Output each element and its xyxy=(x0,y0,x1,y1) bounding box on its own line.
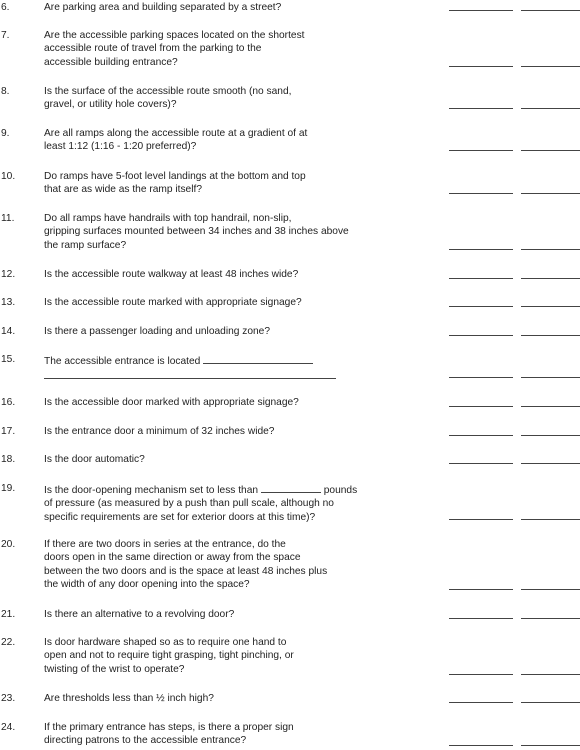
question-line: the ramp surface? xyxy=(44,239,127,251)
question-line: Is door hardware shaped so as to require one hand to xyxy=(44,637,287,648)
item-number: 19. xyxy=(1,483,16,494)
question-text xyxy=(44,85,414,112)
question-text xyxy=(44,296,414,309)
answer-blank-left[interactable] xyxy=(449,463,513,464)
item-number: 10. xyxy=(1,171,16,182)
question-line: doors open in the same direction or away from the space xyxy=(44,552,301,564)
answer-blank-left[interactable] xyxy=(449,193,513,194)
question-line: Is the door automatic? xyxy=(44,454,145,465)
item-number: 24. xyxy=(1,722,16,733)
item-number: 17. xyxy=(1,426,16,437)
question-line: specific requirements are set for exterior doors at this time)? xyxy=(44,511,316,523)
question-line: accessible route of travel from the parking to the xyxy=(44,43,262,55)
item-number: 9. xyxy=(1,128,10,139)
question-text xyxy=(44,425,414,438)
answer-blanks-13 xyxy=(449,306,580,308)
answer-blank-left[interactable] xyxy=(449,702,513,703)
question-line: Are thresholds less than ½ inch high? xyxy=(44,693,214,704)
question-line: Is there an alternative to a revolving door? xyxy=(44,609,235,620)
question-line: open and not to require tight grasping, tight pinching, or xyxy=(44,650,294,662)
item-number: 14. xyxy=(1,326,16,337)
answer-blank-left[interactable] xyxy=(449,618,513,619)
answer-blank-right[interactable] xyxy=(521,463,580,464)
question-text xyxy=(44,721,414,748)
question-text xyxy=(44,538,414,592)
answer-blank-left[interactable] xyxy=(449,10,513,11)
question-line: Is the entrance door a minimum of 32 inches wide? xyxy=(44,426,275,437)
question-line: Is the accessible route marked with appropriate signage? xyxy=(44,297,302,308)
question-text xyxy=(44,212,414,252)
item-number: 15. xyxy=(1,354,16,365)
question-line: directing patrons to the accessible entrance? xyxy=(44,735,247,747)
item-number: 22. xyxy=(1,637,16,648)
item-number: 21. xyxy=(1,609,16,620)
answer-blanks-23 xyxy=(449,702,580,704)
answer-blank-right[interactable] xyxy=(521,278,580,279)
question-line: that are as wide as the ramp itself? xyxy=(44,184,202,196)
question-text xyxy=(44,608,414,621)
answer-blank-right[interactable] xyxy=(521,150,580,151)
question-line-text: Is the door-opening mechanism set to less than xyxy=(44,485,259,496)
question-line: between the two doors and is the space at least 48 inches plus xyxy=(44,565,328,577)
answer-blank-right[interactable] xyxy=(521,674,580,675)
location-blank[interactable] xyxy=(203,353,313,364)
item-number: 11. xyxy=(1,213,15,224)
answer-blank-right[interactable] xyxy=(521,249,580,250)
item-number: 7. xyxy=(1,30,10,41)
question-line: Is the surface of the accessible route smooth (no sand, xyxy=(44,86,292,97)
question-text xyxy=(44,127,414,154)
answer-blank-left[interactable] xyxy=(449,435,513,436)
question-line: gripping surfaces mounted between 34 inches and 38 inches above xyxy=(44,226,349,238)
pounds-blank[interactable] xyxy=(261,482,321,493)
answer-blank-left[interactable] xyxy=(449,66,513,67)
answer-blanks-20 xyxy=(449,589,580,591)
question-text xyxy=(44,482,414,524)
answer-blank-right[interactable] xyxy=(521,10,580,11)
question-line: Are the accessible parking spaces located on the shortest xyxy=(44,30,305,41)
answer-blank-left[interactable] xyxy=(449,674,513,675)
question-line: Are parking area and building separated by a street? xyxy=(44,2,282,13)
question-line-text: The accessible entrance is located xyxy=(44,356,201,367)
answer-blank-left[interactable] xyxy=(449,150,513,151)
answer-blanks-15 xyxy=(449,377,580,379)
answer-blanks-14 xyxy=(449,335,580,337)
answer-blank-right[interactable] xyxy=(521,377,580,378)
answer-blank-right[interactable] xyxy=(521,589,580,590)
answer-blank-left[interactable] xyxy=(449,745,513,746)
question-line: Do all ramps have handrails with top handrail, non-slip, xyxy=(44,213,292,224)
question-text xyxy=(44,29,414,69)
answer-blanks-12 xyxy=(449,278,580,280)
item-number: 6. xyxy=(1,2,10,13)
answer-blanks-17 xyxy=(449,435,580,437)
question-line: Is there a passenger loading and unloading zone? xyxy=(44,326,270,337)
answer-blanks-22 xyxy=(449,674,580,676)
answer-blank-left[interactable] xyxy=(449,306,513,307)
item-number: 20. xyxy=(1,539,16,550)
answer-blank-right[interactable] xyxy=(521,519,580,520)
answer-blank-right[interactable] xyxy=(521,435,580,436)
answer-blank-right[interactable] xyxy=(521,335,580,336)
answer-blank-left[interactable] xyxy=(449,278,513,279)
question-text xyxy=(44,1,414,14)
question-line: If there are two doors in series at the entrance, do the xyxy=(44,539,286,550)
question-line xyxy=(44,482,414,497)
answer-blank-right[interactable] xyxy=(521,193,580,194)
answer-blank-right[interactable] xyxy=(521,745,580,746)
answer-blank-left[interactable] xyxy=(449,108,513,109)
answer-blanks-11 xyxy=(449,249,580,251)
answer-blanks-9 xyxy=(449,150,580,152)
item-number: 16. xyxy=(1,397,16,408)
answer-blanks-19 xyxy=(449,519,580,521)
question-line: least 1:12 (1:16 - 1:20 preferred)? xyxy=(44,141,197,153)
item-number: 23. xyxy=(1,693,16,704)
question-text xyxy=(44,353,414,384)
item-number: 12. xyxy=(1,269,16,280)
answer-blank-right[interactable] xyxy=(521,702,580,703)
item-number: 13. xyxy=(1,297,16,308)
answer-blanks-10 xyxy=(449,193,580,195)
question-line xyxy=(44,368,414,383)
question-line: the width of any door opening into the space? xyxy=(44,579,250,591)
question-text xyxy=(44,325,414,338)
question-line: Are all ramps along the accessible route at a gradient of at xyxy=(44,128,308,139)
question-line: Is the accessible door marked with appropriate signage? xyxy=(44,397,299,408)
question-line xyxy=(44,353,414,368)
question-line: Is the accessible route walkway at least 48 inches wide? xyxy=(44,269,299,280)
question-text xyxy=(44,396,414,409)
answer-blanks-16 xyxy=(449,406,580,408)
question-text xyxy=(44,636,414,676)
answer-blanks-6 xyxy=(449,10,580,12)
question-text xyxy=(44,692,414,705)
question-line: If the primary entrance has steps, is there a proper sign xyxy=(44,722,294,733)
answer-blanks-21 xyxy=(449,618,580,620)
question-text xyxy=(44,268,414,281)
answer-blank-left[interactable] xyxy=(449,377,513,378)
answer-blank-left[interactable] xyxy=(449,335,513,336)
item-number: 18. xyxy=(1,454,16,465)
question-line: gravel, or utility hole covers)? xyxy=(44,99,177,111)
item-number: 8. xyxy=(1,86,10,97)
pounds-label: pounds xyxy=(323,485,358,496)
question-line: Do ramps have 5-foot level landings at the bottom and top xyxy=(44,171,306,182)
answer-blank-right[interactable] xyxy=(521,406,580,407)
answer-blank-left[interactable] xyxy=(449,589,513,590)
answer-blank-left[interactable] xyxy=(449,406,513,407)
answer-blank-right[interactable] xyxy=(521,108,580,109)
question-line: twisting of the wrist to operate? xyxy=(44,663,185,675)
location-blank-continued[interactable] xyxy=(44,368,336,379)
answer-blanks-18 xyxy=(449,463,580,465)
question-line: of pressure (as measured by a push than pull scale, although no xyxy=(44,498,334,510)
answer-blank-left[interactable] xyxy=(449,519,513,520)
question-line: accessible building entrance? xyxy=(44,56,178,68)
answer-blank-right[interactable] xyxy=(521,66,580,67)
answer-blank-left[interactable] xyxy=(449,249,513,250)
answer-blank-right[interactable] xyxy=(521,618,580,619)
answer-blanks-8 xyxy=(449,108,580,110)
answer-blanks-7 xyxy=(449,66,580,68)
question-text xyxy=(44,453,414,466)
answer-blank-right[interactable] xyxy=(521,306,580,307)
question-text xyxy=(44,170,414,197)
answer-blanks-24 xyxy=(449,745,580,747)
